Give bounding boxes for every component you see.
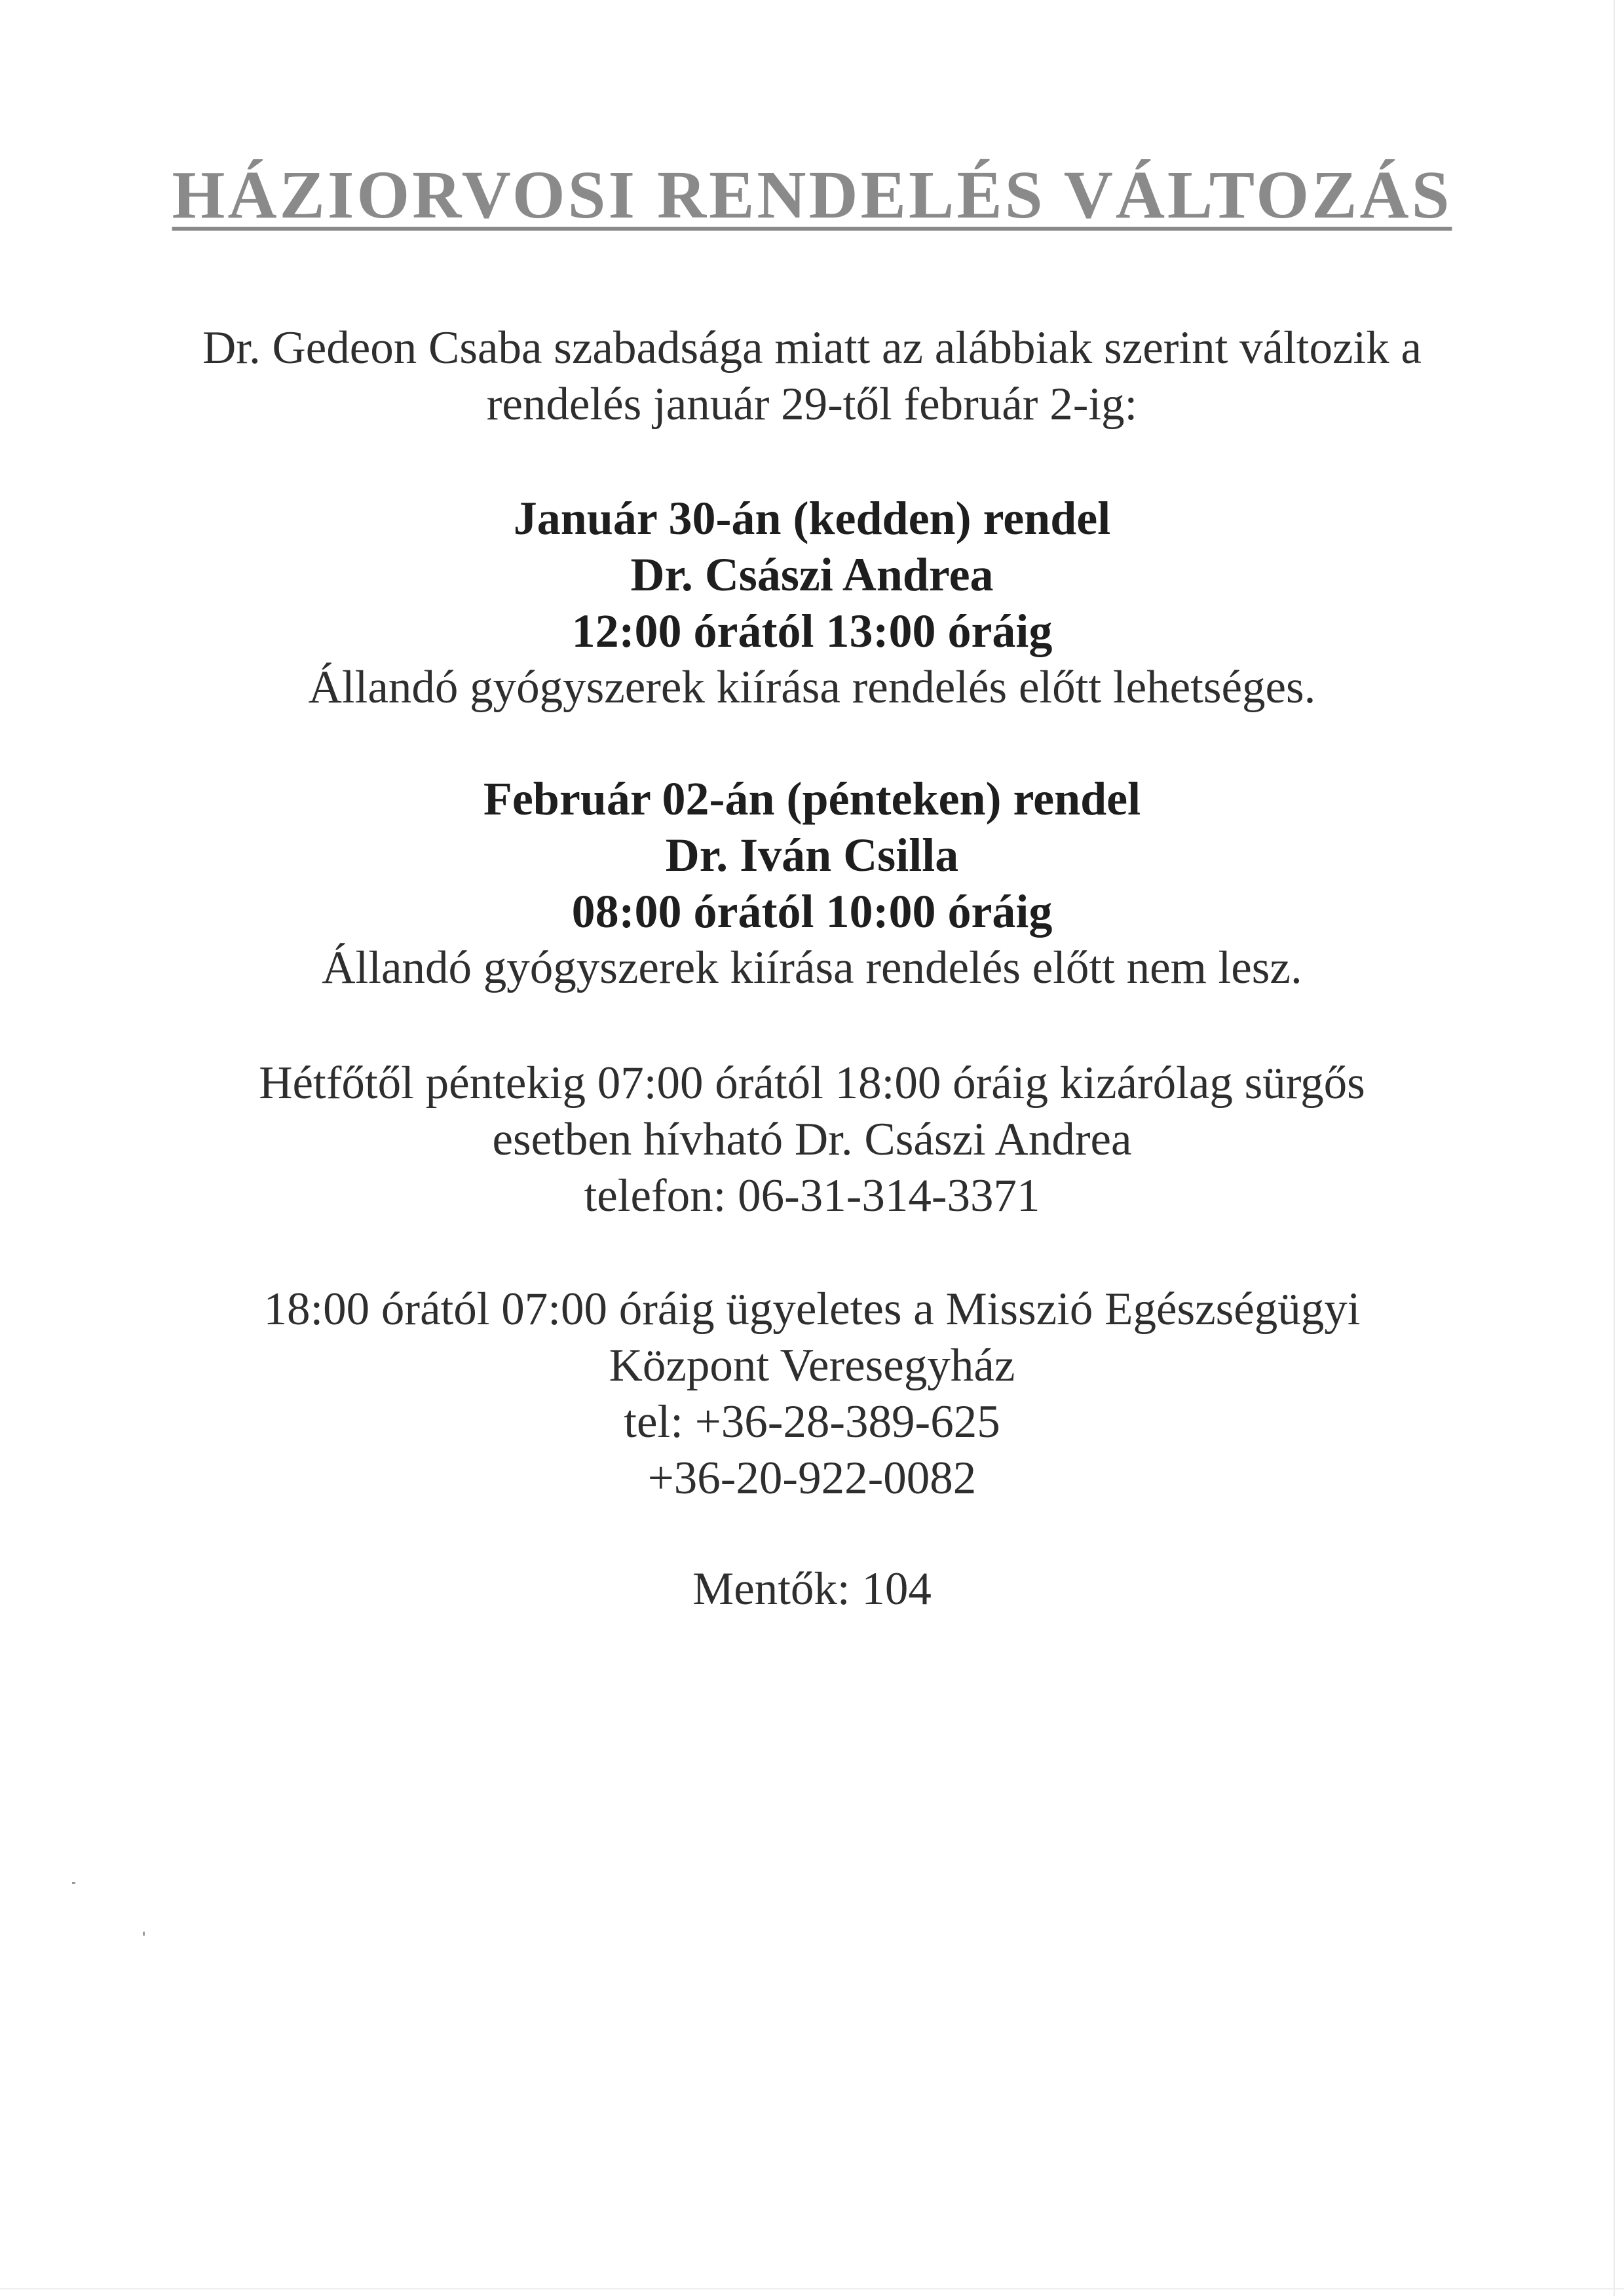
urgent-line-1: Hétfőtől péntekig 07:00 órától 18:00 óráig kizárólag sürgős — [259, 1058, 1365, 1109]
oncall-contact — [0, 1281, 1624, 1506]
intro-line-2: rendelés január 29-től február 2-ig: — [486, 379, 1138, 430]
session-2 — [0, 771, 1624, 996]
urgent-line-2: esetben hívható Dr. Császi Andrea — [492, 1114, 1132, 1165]
oncall-line-1: 18:00 órától 07:00 óráig ügyeletes a Misszió Egészségügyi — [263, 1284, 1361, 1335]
scan-speck — [72, 1882, 75, 1884]
session-date: Február 02-án (pénteken) rendel — [483, 773, 1141, 825]
session-hours: 08:00 órától 10:00 óráig — [571, 885, 1053, 938]
session-doctor: Dr. Iván Csilla — [665, 829, 959, 881]
session-note: Állandó gyógyszerek kiírása rendelés előtt lehetséges. — [308, 662, 1316, 713]
session-1 — [0, 490, 1624, 716]
scan-edge-bottom — [0, 2288, 1624, 2289]
title-text: HÁZIORVOSI RENDELÉS VÁLTOZÁS — [172, 157, 1452, 233]
session-hours: 12:00 órától 13:00 óráig — [571, 605, 1053, 657]
oncall-phone-1: tel: +36-28-389-625 — [624, 1396, 1000, 1447]
scan-speck — [143, 1932, 145, 1936]
ambulance-line: Mentők: 104 — [692, 1563, 932, 1615]
intro-paragraph — [0, 320, 1624, 432]
urgent-contact — [0, 1055, 1624, 1224]
session-doctor: Dr. Császi Andrea — [630, 548, 994, 601]
scan-edge-right — [1614, 0, 1615, 2296]
urgent-phone: telefon: 06-31-314-3371 — [584, 1170, 1040, 1221]
session-date: Január 30-án (kedden) rendel — [513, 492, 1111, 545]
ambulance-contact — [0, 1561, 1624, 1617]
oncall-phone-2: +36-20-922-0082 — [647, 1453, 977, 1504]
session-note: Állandó gyógyszerek kiírása rendelés előtt nem lesz. — [322, 942, 1302, 993]
intro-line-1: Dr. Gedeon Csaba szabadsága miatt az alábbiak szerint változik a — [202, 322, 1422, 373]
oncall-line-2: Központ Veresegyház — [609, 1340, 1015, 1391]
page-title — [0, 149, 1624, 241]
